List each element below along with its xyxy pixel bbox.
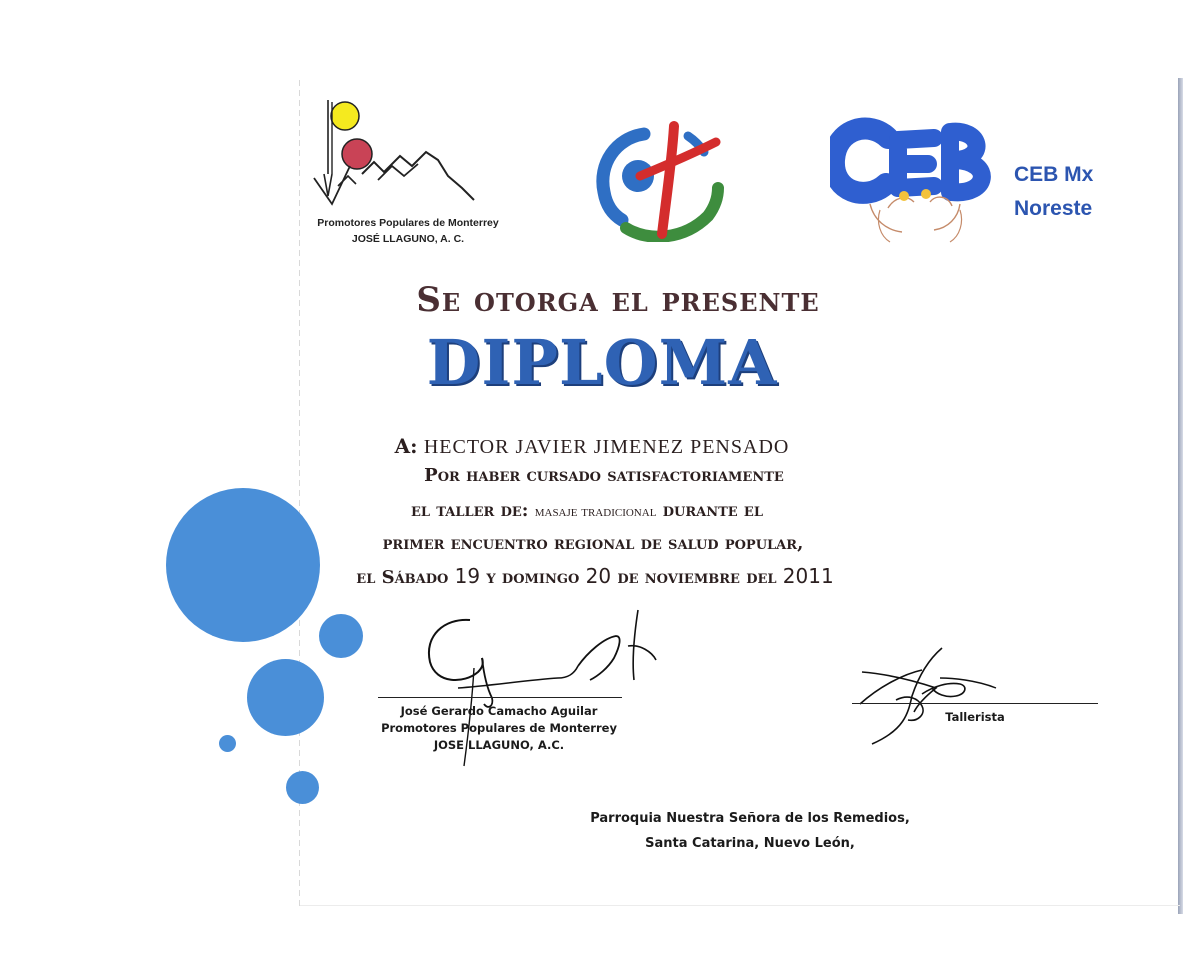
recipient-name: HECTOR JAVIER JIMENEZ PENSADO [423,436,790,458]
event-line: primer encuentro regional de salud popular, [382,533,804,554]
decor-circle-small-bottom [286,771,319,804]
date-part-b: y domingo [486,567,580,588]
cross-circle-logo-icon [596,120,724,242]
footer-line2: Santa Catarina, Nuevo León, [645,836,855,851]
date-line [0,564,1195,588]
decor-circle-tiny [219,735,236,752]
promotores-logo [308,96,508,256]
workshop-line [0,500,1187,521]
right-signature [856,644,1006,748]
right-signature-line [852,703,1098,704]
left-signer-org-line1: Promotores Populares de Monterrey [381,721,617,735]
recipient-line [0,434,1192,459]
date-part-c: de noviembre del [617,567,777,588]
workshop-name: masaje tradicional [534,504,657,520]
right-signer-role: Tallerista [945,710,1005,724]
cross-circle-logo [596,120,724,242]
ceb-logo [830,110,1000,246]
workshop-prefix: el taller de: [410,500,529,521]
ceb-label [1014,158,1124,226]
left-signature-caption [364,703,634,754]
decor-circle-small-right [319,614,363,658]
ceb-label-line2: Noreste [1014,197,1093,220]
ceb-logo-icon [830,110,1000,246]
workshop-suffix: durante el [662,500,763,521]
date-year: 2011 [782,564,834,588]
footer-line1: Parroquia Nuestra Señora de los Remedios, [590,811,910,826]
decor-circle-medium [247,659,324,736]
date-part-a: el Sábado [356,567,449,588]
diploma-intro: Se otorga el presente [416,280,820,320]
promotores-mountain-icon [308,96,508,214]
date-day1: 19 [454,564,481,588]
recipient-prefix: A: [394,434,418,458]
left-signature-line [378,697,622,698]
date-day2: 20 [585,564,612,588]
left-signer-name: José Gerardo Camacho Aguilar [400,704,598,718]
diploma-title: DIPLOMA [426,326,778,399]
paper-bottom-edge [300,905,1180,906]
footer-address [560,806,940,856]
ceb-label-line1: CEB Mx [1014,163,1094,186]
promotores-caption-line1: Promotores Populares de Monterrey [317,217,499,229]
promotores-caption-line2: JOSÉ LLAGUNO, A. C. [351,233,465,245]
paper-right-edge [1178,78,1183,914]
left-signer-org-line2: JOSE LLAGUNO, A.C. [433,738,565,752]
reason-line: Por haber cursado satisfactoriamente [424,465,784,486]
